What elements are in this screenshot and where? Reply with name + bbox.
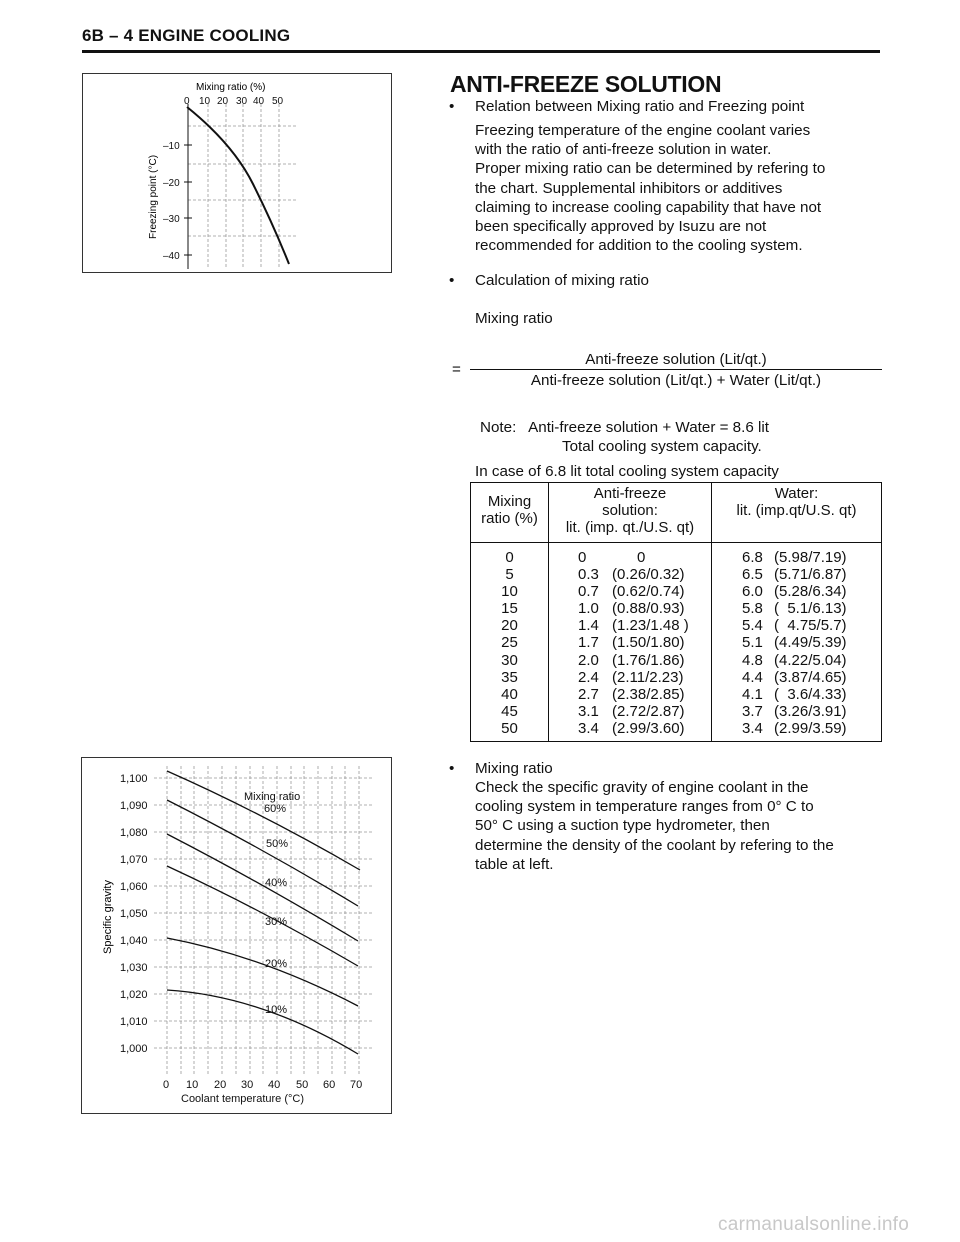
table-cell: (2.38/2.85) [612,685,685,703]
chart2-xtick: 30 [241,1079,254,1091]
table-row [742,583,881,600]
table-row [578,669,711,686]
chart2-xtick: 50 [296,1079,309,1091]
table-cell: 5.1 [742,634,763,652]
chart2-xtick: 70 [350,1079,363,1091]
curve-label-60: 60% [264,803,287,815]
table-row [578,583,711,600]
table-cell: (0.88/0.93) [612,600,685,618]
table-row [578,652,711,669]
gravity-curve-10 [167,990,358,1054]
table-cell: ( 4.75/5.7) [774,617,847,635]
table-row [742,634,881,651]
chart2-ytick: 1,010 [120,1016,148,1028]
case-line: In case of 6.8 lit total cooling system capacity [475,463,779,480]
table-row [578,549,711,566]
table-cell: 50 [501,719,518,737]
table-cell: 2.0 [578,651,599,669]
chart2-xtick: 40 [268,1079,281,1091]
chart2-ytick: 1,080 [120,827,148,839]
chart2-xtick: 20 [214,1079,227,1091]
header-mixing-ratio [471,483,549,543]
table-row [578,617,711,634]
bullet-dot: • [449,272,455,289]
chart1-ytick: –40 [163,251,180,262]
table-cell: (5.28/6.34) [774,583,847,601]
formula-numerator: Anti-freeze solution (Lit/qt.) [585,351,767,368]
chart2-ytick: 1,020 [120,989,148,1001]
bullet-calculation [449,271,649,290]
mixing-ratio-table [470,482,882,742]
table-row [742,600,881,617]
bullet-mixing-ratio [449,759,553,778]
paragraph-line: table at left. [475,855,554,873]
chart1-xtick: 30 [236,96,248,107]
bullet-relation-text: Relation between Mixing ratio and Freezing point [475,98,805,115]
table-cell: 5.4 [742,617,763,635]
table-cell: 30 [501,651,518,669]
table-cell: (1.76/1.86) [612,651,685,669]
table-cell: 4.8 [742,651,763,669]
chart2-x-label: Coolant temperature (°C) [181,1093,305,1105]
header-line: Water: [774,485,819,502]
note-line-1: Note: Anti-freeze solution + Water = 8.6 lit [480,419,769,436]
table-cell: 45 [501,702,518,720]
table-cell: 25 [501,634,518,652]
paragraph-line: been specifically approved by Isuzu are not [475,218,767,236]
table-row [742,549,881,566]
chart1-xtick: 0 [184,96,190,107]
chart1-ytick: –30 [163,214,180,225]
table-cell: 1.0 [578,600,599,618]
page-header: 6B – 4 ENGINE COOLING [82,26,291,45]
header-line: ratio (%) [481,510,538,527]
chart2-ytick: 1,050 [120,908,148,920]
header-line: lit. (imp.qt/U.S. qt) [736,502,857,519]
table-cell: (5.98/7.19) [774,549,847,566]
chart1-ytick: –10 [163,141,180,152]
chart2-xtick: 10 [186,1079,199,1091]
table-row [742,669,881,686]
curve-label-10: 10% [265,1004,288,1016]
anti-freeze-column [549,543,712,742]
paragraph-line: Freezing temperature of the engine coolant varies [475,122,811,139]
table-cell: 5 [505,566,514,584]
table-cell: 2.4 [578,668,599,686]
specific-gravity-chart [81,757,392,1114]
table-cell: (0.62/0.74) [612,583,685,601]
paragraph-line: recommended for addition to the cooling system. [475,237,803,255]
header-line: solution: [602,502,658,519]
table-cell: (1.23/1.48 ) [612,617,689,635]
table-row [742,720,881,737]
chart2-legend-title: Mixing ratio [244,791,301,803]
table-cell: (3.87/4.65) [774,668,847,686]
chart2-ytick: 1,030 [120,962,148,974]
bullet-mixing-ratio-text: Mixing ratio [475,760,553,777]
section-title: ANTI-FREEZE SOLUTION [450,71,722,97]
table-row [578,686,711,703]
formula-denominator: Anti-freeze solution (Lit/qt.) + Water (Lit/qt.) [530,372,822,389]
table-cell: 40 [501,685,518,703]
ratio-column [471,543,549,742]
bullet-dot: • [449,760,455,777]
paragraph-line: cooling system in temperature ranges from 0° C to [475,798,814,816]
table-row [742,686,881,703]
table-cell: 35 [501,668,518,686]
gravity-curve-30 [167,866,358,966]
freezing-point-chart [82,73,392,273]
table-cell: (2.99/3.59) [774,719,847,737]
paragraph-line: determine the density of the coolant by refering to the [475,836,834,854]
header-rule [82,50,880,53]
chart1-xtick: 20 [217,96,229,107]
paragraph-line: claiming to increase cooling capability that have not [475,198,822,216]
header-water [712,483,882,543]
chart1-xtick: 10 [199,96,211,107]
chart2-y-label: Specific gravity [102,880,114,954]
table-cell: 20 [501,617,518,635]
curve-label-30: 30% [265,916,288,928]
chart1-y-label: Freezing point (°C) [148,154,159,239]
table-cell: (2.99/3.60) [612,719,685,737]
table-row [742,617,881,634]
table-row [742,652,881,669]
mixing-ratio-label: Mixing ratio [475,310,553,327]
table-cell: 3.7 [742,702,763,720]
table-row [578,634,711,651]
chart2-ytick: 1,100 [120,773,148,785]
table-cell: 3.4 [742,719,763,737]
curve-label-40: 40% [265,877,288,889]
paragraph-line: the chart. Supplemental inhibitors or additives [475,179,783,197]
table-row [578,703,711,720]
table-cell: (2.11/2.23) [612,668,684,686]
table-row [578,566,711,583]
chart2-ytick: 1,040 [120,935,148,947]
table-cell: 3.4 [578,719,599,737]
table-row [578,720,711,737]
header-line: Mixing [487,493,532,510]
chart2-ytick: 1,070 [120,854,148,866]
header-line: lit. (imp. qt./U.S. qt) [565,519,695,536]
bullet-relation [449,97,805,116]
formula-equals: = [452,361,461,378]
table-cell: (4.49/5.39) [774,634,847,652]
table-cell: 0 [578,549,587,566]
table-cell: (5.71/6.87) [774,566,847,584]
table-cell: 6.5 [742,566,763,584]
paragraph-hydrometer [475,778,834,874]
table-cell: ( 3.6/4.33) [774,685,847,703]
chart1-xtick: 40 [253,96,265,107]
note-line-2: Total cooling system capacity. [562,438,762,455]
table-cell: (4.22/5.04) [774,651,847,669]
chart2-ytick: 1,060 [120,881,148,893]
freezing-curve [187,107,289,264]
table-cell: 3.1 [578,702,599,720]
table-cell: 4.4 [742,668,763,686]
table-row [742,566,881,583]
table-cell: 1.7 [578,634,599,652]
header-anti-freeze [549,483,712,543]
chart2-xtick: 60 [323,1079,336,1091]
paragraph-line: with the ratio of anti-freeze solution in water. [475,141,772,159]
header-line: Anti-freeze [593,485,667,502]
table-cell: 1.4 [578,617,599,635]
gravity-curve-60 [167,771,360,870]
table-cell: 0 [612,549,646,566]
table-row [742,703,881,720]
table-cell: (3.26/3.91) [774,702,847,720]
table-cell: 2.7 [578,685,599,703]
table-cell: 0.7 [578,583,599,601]
table-body-row [471,543,882,742]
table-cell: 6.8 [742,549,763,566]
curve-label-20: 20% [265,958,288,970]
paragraph-line: Proper mixing ratio can be determined by refering to [475,160,826,178]
table-cell: 0 [505,549,514,566]
table-cell: 10 [501,583,518,601]
gravity-curve-20 [167,938,358,1006]
curve-label-50: 50% [266,838,289,850]
table-row [578,600,711,617]
fraction-line [470,369,882,370]
table-cell: (2.72/2.87) [612,702,685,720]
table-cell: 5.8 [742,600,763,618]
paragraph-line: 50° C using a suction type hydrometer, then [475,817,770,835]
paragraph-freezing [475,121,825,255]
chart2-ytick: 1,000 [120,1043,148,1055]
table-cell: 0.3 [578,566,599,584]
table-cell: 4.1 [742,685,763,703]
bullet-calculation-text: Calculation of mixing ratio [475,272,649,289]
table-cell: 6.0 [742,583,763,601]
table-cell: ( 5.1/6.13) [774,600,847,618]
chart2-xtick: 0 [163,1079,170,1091]
table-header-row [471,483,882,543]
watermark: carmanualsonline.info [718,1214,910,1235]
chart2-ytick: 1,090 [120,800,148,812]
paragraph-line: Check the specific gravity of engine coolant in the [475,779,809,796]
bullet-dot: • [449,98,455,115]
table-cell: (1.50/1.80) [612,634,685,652]
table-cell: (0.26/0.32) [612,566,685,584]
chart1-top-label: Mixing ratio (%) [196,82,266,93]
chart1-ytick: –20 [163,178,180,189]
water-column [712,543,882,742]
chart1-xtick: 50 [272,96,284,107]
table-cell: 15 [501,600,518,618]
